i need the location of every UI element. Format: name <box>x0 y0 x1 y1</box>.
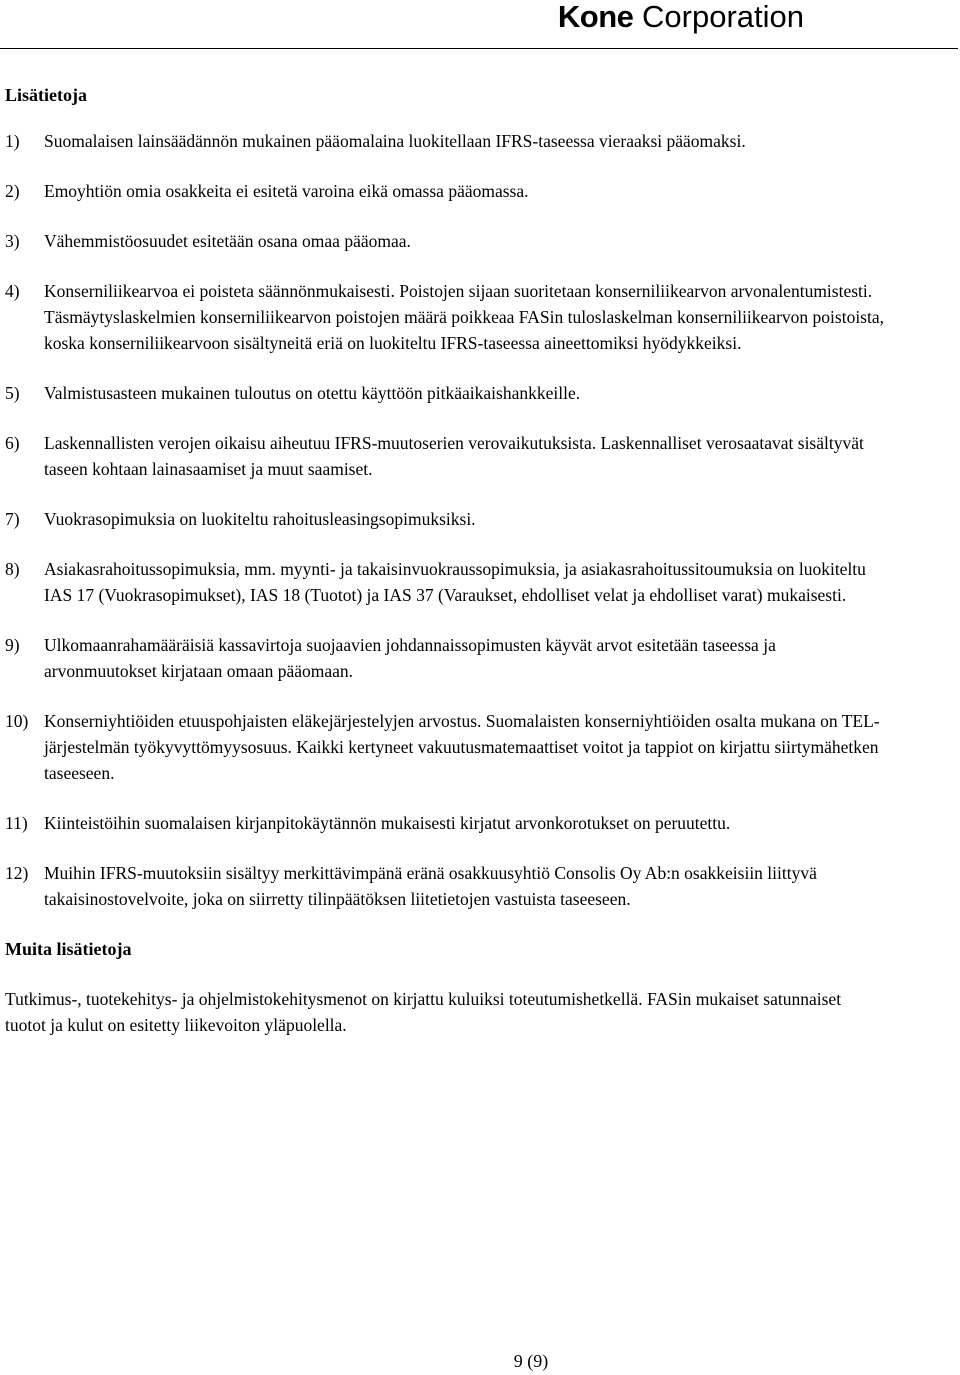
note-text: Suomalaisen lainsäädännön mukainen pääomalaina luokitellaan IFRS-taseessa vieraaksi pääomaksi. <box>44 131 746 151</box>
note-number: 7) <box>5 509 20 529</box>
note-number: 12) <box>5 863 29 883</box>
section-title-lisatietoja: Lisätietoja <box>5 85 87 105</box>
note-text: Vuokrasopimuksia on luokiteltu rahoitusleasingsopimuksiksi. <box>44 509 476 529</box>
note-text: Laskennallisten verojen oikaisu aiheutuu IFRS-muutoserien verovaikutuksista. Laskennalliset verosaatavat sisältyvät taseen kohtaan lainasaamiset ja muut saamiset. <box>44 433 864 479</box>
header-rule <box>0 48 958 49</box>
note-text: Konserniyhtiöiden etuuspohjaisten eläkejärjestelyjen arvostus. Suomalaisten konserniyhtiöiden osalta mukana on TEL-järjestelmän työkyvyttömyysosuus. Kaikki kertyneet vakuutusmatemaattiset voitot ja tappiot on kirjattu siirtymähetken taseeseen. <box>44 711 880 783</box>
note-text: Emoyhtiön omia osakkeita ei esitetä varoina eikä omassa pääomassa. <box>44 181 529 201</box>
note-number: 10) <box>5 711 29 731</box>
note-item <box>5 506 885 532</box>
note-text: Asiakasrahoitussopimuksia, mm. myynti- ja takaisinvuokraussopimuksia, ja asiakasrahoitussitoumuksia on luokiteltu IAS 17 (Vuokrasopimukset), IAS 18 (Tuotot) ja IAS 37 (Varaukset, ehdolliset velat ja ehdolliset varat) mukaisesti. <box>44 559 866 605</box>
note-item <box>5 430 885 482</box>
note-item <box>5 228 885 254</box>
note-text: Muihin IFRS-muutoksiin sisältyy merkittävimpänä eränä osakkuusyhtiö Consolis Oy Ab:n osakkeisiin liittyvä takaisinostovelvoite, joka on siirretty tilinpäätöksen liitetietojen vastuista taseeseen. <box>44 863 817 909</box>
page-number: 9 (9) <box>513 1351 549 1371</box>
note-number: 5) <box>5 383 20 403</box>
note-item <box>5 860 885 912</box>
note-number: 8) <box>5 559 20 579</box>
section-paragraph: Tutkimus-, tuotekehitys- ja ohjelmistokehitysmenot on kirjattu kuluiksi toteutumishetkellä. FASin mukaiset satunnaiset tuotot ja kulut on esitetty liikevoiton yläpuolella. <box>5 989 842 1035</box>
company-corp: Corporation <box>642 0 804 34</box>
section-title-muita-lisatietoja: Muita lisätietoja <box>5 939 132 959</box>
company-header <box>558 0 804 38</box>
note-text: Valmistusasteen mukainen tuloutus on otettu käyttöön pitkäaikaishankkeille. <box>44 383 581 403</box>
note-item <box>5 128 885 154</box>
note-number: 1) <box>5 131 20 151</box>
note-number: 11) <box>5 813 28 833</box>
note-text: Ulkomaanrahamääräisiä kassavirtoja suojaavien johdannaissopimusten käyvät arvot esitetään taseessa ja arvonmuutokset kirjataan omaan pääomaan. <box>44 635 776 681</box>
note-item <box>5 278 885 356</box>
note-number: 6) <box>5 433 20 453</box>
note-item <box>5 632 885 684</box>
note-text: Vähemmistöosuudet esitetään osana omaa pääomaa. <box>44 231 411 251</box>
note-number: 3) <box>5 231 20 251</box>
company-brand: Kone <box>557 0 634 34</box>
note-item <box>5 178 885 204</box>
document-body <box>5 82 885 1038</box>
note-text: Kiinteistöihin suomalaisen kirjanpitokäytännön mukaisesti kirjatut arvonkorotukset on peruutettu. <box>44 813 731 833</box>
note-number: 4) <box>5 281 20 301</box>
note-number: 9) <box>5 635 20 655</box>
note-item <box>5 380 885 406</box>
note-text: Konserniliikearvoa ei poisteta säännönmukaisesti. Poistojen sijaan suoritetaan konserniliikearvon arvonalentumistesti. Täsmäytyslaskelmien konserniliikearvon poistojen määrä poikkeaa FASin tuloslaskelman konserniliikearvon poistoista, koska konserniliikearvoon sisältyneitä eriä on luokiteltu IFRS-taseessa aineettomiksi hyödykkeiksi. <box>44 281 884 353</box>
note-item <box>5 556 885 608</box>
note-number: 2) <box>5 181 20 201</box>
note-item <box>5 810 885 836</box>
note-item <box>5 708 885 786</box>
